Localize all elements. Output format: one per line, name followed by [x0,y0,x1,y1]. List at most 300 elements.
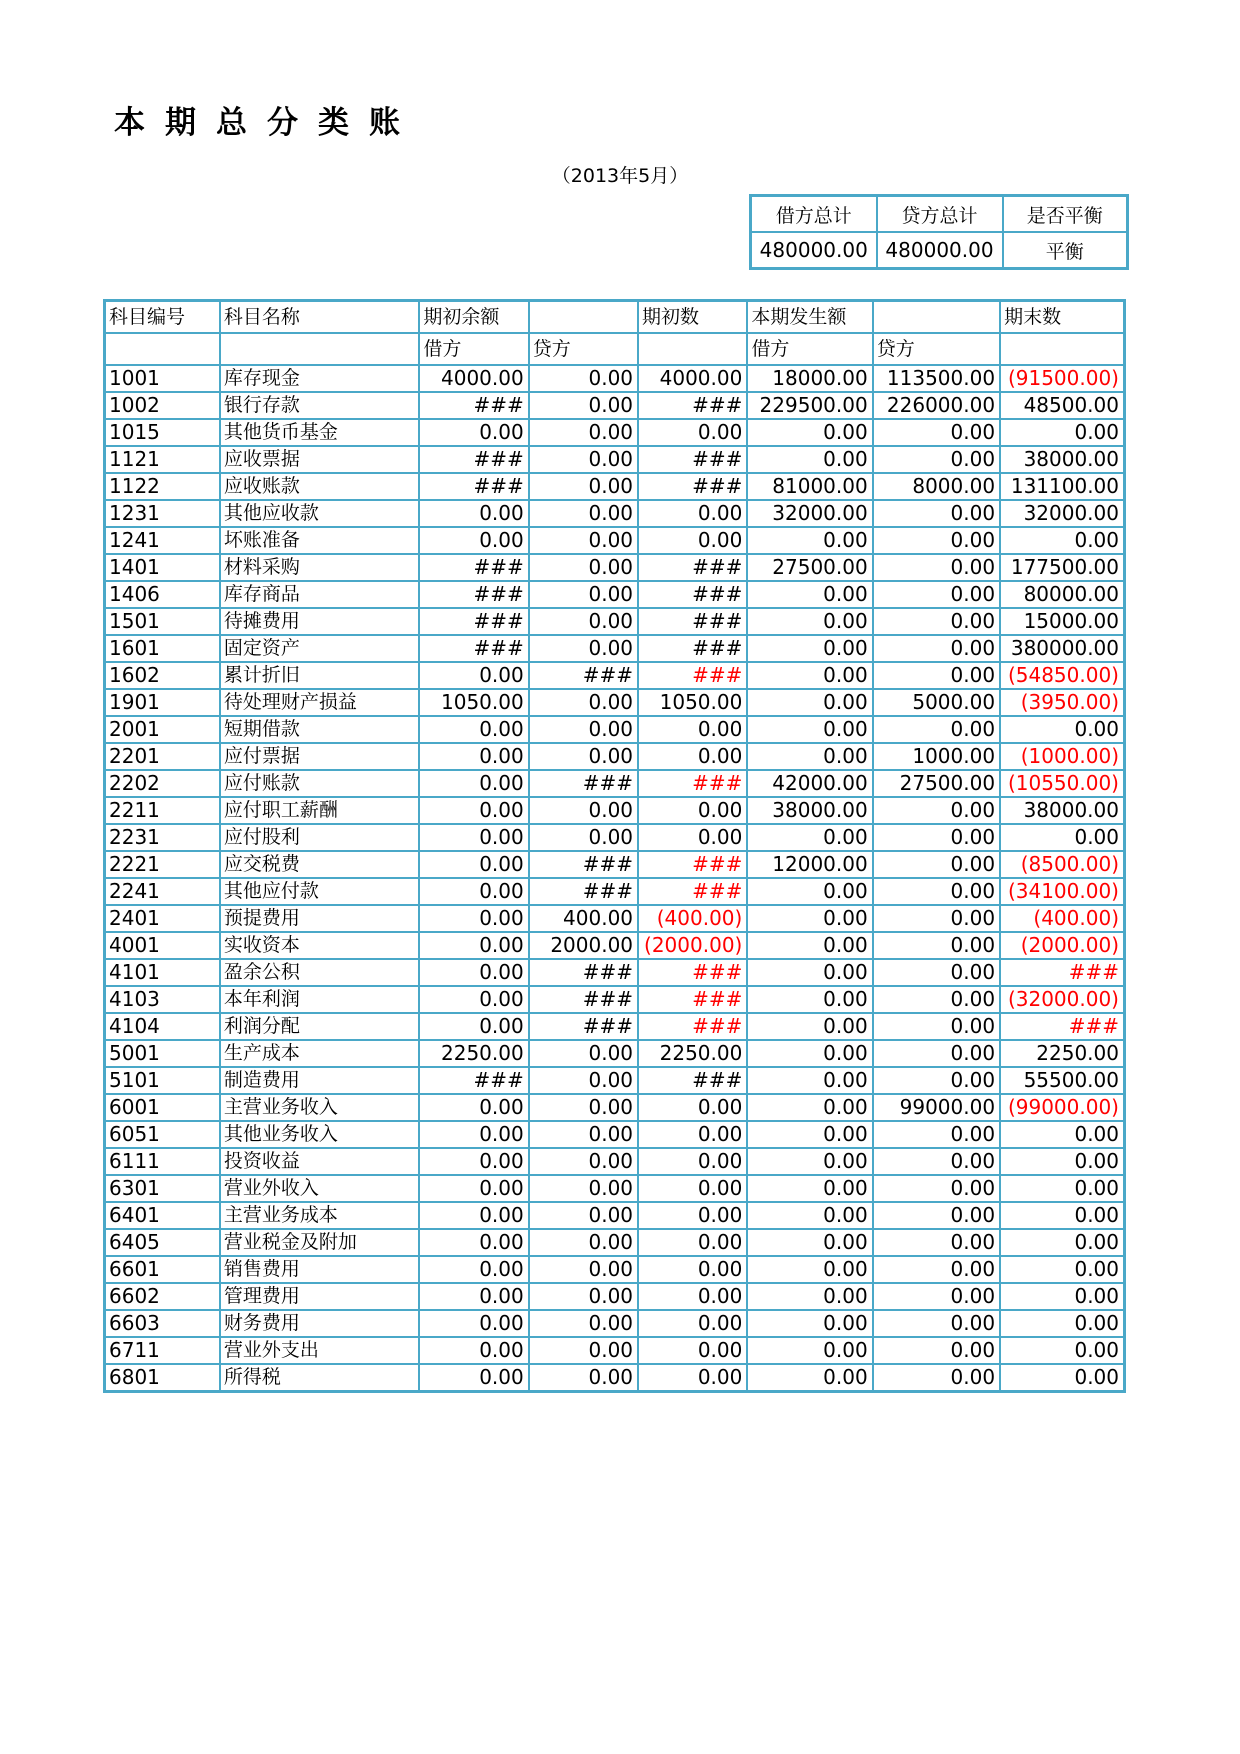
account-name-cell: 主营业务收入 [220,1094,420,1121]
opening-debit-cell: 0.00 [419,1256,528,1283]
opening-credit-cell: 400.00 [529,905,638,932]
ledger-row [105,1067,1125,1094]
account-code-cell: 4001 [105,932,220,959]
period-debit-cell: 32000.00 [747,500,872,527]
opening-debit-cell: 0.00 [419,1121,528,1148]
period-debit-cell: 81000.00 [747,473,872,500]
account-name-cell: 盈余公积 [220,959,420,986]
opening-debit-cell: 0.00 [419,770,528,797]
ledger-row [105,1013,1125,1040]
opening-amount-cell: 0.00 [638,1175,747,1202]
subheader-blank [638,333,747,365]
closing-amount-cell: 0.00 [1000,1229,1124,1256]
opening-credit-cell: 0.00 [529,1283,638,1310]
opening-amount-cell: 0.00 [638,1202,747,1229]
ledger-row [105,1364,1125,1392]
closing-amount-cell: (91500.00) [1000,365,1124,392]
period-credit-cell: 0.00 [873,1256,1000,1283]
account-code-cell: 1401 [105,554,220,581]
opening-amount-cell: ### [638,581,747,608]
account-name-cell: 累计折旧 [220,662,420,689]
period-credit-cell: 0.00 [873,851,1000,878]
period-credit-cell: 0.00 [873,662,1000,689]
opening-debit-cell: 0.00 [419,824,528,851]
ledger-row [105,1229,1125,1256]
opening-amount-cell: 0.00 [638,1283,747,1310]
opening-credit-cell: 0.00 [529,1256,638,1283]
account-code-cell: 4103 [105,986,220,1013]
ledger-row [105,1040,1125,1067]
account-name-cell: 其他应收款 [220,500,420,527]
period-credit-cell: 0.00 [873,1229,1000,1256]
account-code-cell: 2221 [105,851,220,878]
closing-amount-cell: 0.00 [1000,1148,1124,1175]
opening-credit-cell: 0.00 [529,1121,638,1148]
period-credit-cell: 0.00 [873,1364,1000,1392]
account-code-cell: 2231 [105,824,220,851]
closing-amount-cell: 0.00 [1000,1364,1124,1392]
period-debit-cell: 0.00 [747,527,872,554]
account-code-cell: 1002 [105,392,220,419]
ledger-row [105,1283,1125,1310]
closing-amount-cell: 2250.00 [1000,1040,1124,1067]
period-credit-cell: 0.00 [873,1175,1000,1202]
account-code-cell: 1015 [105,419,220,446]
opening-credit-cell: ### [529,770,638,797]
opening-amount-cell: 0.00 [638,1256,747,1283]
opening-credit-cell: 0.00 [529,689,638,716]
period-credit-cell: 0.00 [873,446,1000,473]
opening-credit-cell: 0.00 [529,1202,638,1229]
ledger-row [105,446,1125,473]
col-header-opening-balance: 期初余额 [419,301,528,334]
col-header-blank [873,301,1000,334]
opening-debit-cell: 0.00 [419,1094,528,1121]
closing-amount-cell: (10550.00) [1000,770,1124,797]
account-code-cell: 4104 [105,1013,220,1040]
account-code-cell: 1121 [105,446,220,473]
opening-amount-cell: 0.00 [638,1121,747,1148]
account-name-cell: 主营业务成本 [220,1202,420,1229]
period-credit-cell: 0.00 [873,419,1000,446]
ledger-row [105,1094,1125,1121]
opening-credit-cell: 0.00 [529,1148,638,1175]
account-code-cell: 1501 [105,608,220,635]
period-credit-cell: 226000.00 [873,392,1000,419]
period-debit-cell: 0.00 [747,1337,872,1364]
credit-total-header: 贷方总计 [877,196,1003,233]
opening-credit-cell: 0.00 [529,716,638,743]
opening-debit-cell: 0.00 [419,851,528,878]
account-name-cell: 应付票据 [220,743,420,770]
period-credit-cell: 0.00 [873,905,1000,932]
opening-debit-cell: 4000.00 [419,365,528,392]
account-name-cell: 应付职工薪酬 [220,797,420,824]
period-credit-cell: 0.00 [873,635,1000,662]
closing-amount-cell: (1000.00) [1000,743,1124,770]
balanced-header: 是否平衡 [1003,196,1128,233]
account-name-cell: 本年利润 [220,986,420,1013]
account-code-cell: 2241 [105,878,220,905]
period-credit-cell: 0.00 [873,797,1000,824]
col-header-closing-amount: 期末数 [1000,301,1124,334]
header-row-2 [105,333,1125,365]
opening-amount-cell: ### [638,608,747,635]
closing-amount-cell: 38000.00 [1000,446,1124,473]
period-debit-cell: 0.00 [747,662,872,689]
opening-credit-cell: 0.00 [529,824,638,851]
period-debit-cell: 0.00 [747,986,872,1013]
period-credit-cell: 0.00 [873,554,1000,581]
opening-debit-cell: ### [419,473,528,500]
opening-amount-cell: ### [638,986,747,1013]
ledger-row [105,419,1125,446]
opening-debit-cell: 0.00 [419,1337,528,1364]
ledger-row [105,1337,1125,1364]
opening-debit-cell: 0.00 [419,959,528,986]
ledger-row [105,608,1125,635]
opening-debit-cell: ### [419,392,528,419]
opening-debit-cell: 0.00 [419,662,528,689]
opening-debit-cell: 0.00 [419,986,528,1013]
opening-credit-cell: ### [529,878,638,905]
opening-amount-cell: ### [638,473,747,500]
opening-debit-cell: 0.00 [419,1283,528,1310]
opening-credit-cell: 2000.00 [529,932,638,959]
opening-amount-cell: ### [638,770,747,797]
subheader-opening-credit: 贷方 [529,333,638,365]
opening-debit-cell: 0.00 [419,797,528,824]
period-debit-cell: 229500.00 [747,392,872,419]
ledger-row [105,743,1125,770]
period-debit-cell: 0.00 [747,1310,872,1337]
closing-amount-cell: 55500.00 [1000,1067,1124,1094]
ledger-row [105,932,1125,959]
closing-amount-cell: 0.00 [1000,1256,1124,1283]
ledger-row [105,392,1125,419]
ledger-title: 本期总分类账 [114,105,420,141]
period-debit-cell: 0.00 [747,1256,872,1283]
opening-amount-cell: 0.00 [638,1148,747,1175]
account-name-cell: 应收账款 [220,473,420,500]
period-credit-cell: 99000.00 [873,1094,1000,1121]
opening-debit-cell: 0.00 [419,905,528,932]
ledger-row [105,581,1125,608]
closing-amount-cell: (54850.00) [1000,662,1124,689]
period-debit-cell: 0.00 [747,1175,872,1202]
col-header-account-name: 科目名称 [220,301,420,334]
closing-amount-cell: 80000.00 [1000,581,1124,608]
period-credit-cell: 0.00 [873,959,1000,986]
period-debit-cell: 42000.00 [747,770,872,797]
ledger-row [105,662,1125,689]
opening-amount-cell: ### [638,1067,747,1094]
period-debit-cell: 0.00 [747,824,872,851]
account-name-cell: 财务费用 [220,1310,420,1337]
account-code-cell: 1602 [105,662,220,689]
period-credit-cell: 27500.00 [873,770,1000,797]
balance-summary-table [749,194,1129,270]
account-name-cell: 其他业务收入 [220,1121,420,1148]
account-name-cell: 预提费用 [220,905,420,932]
account-code-cell: 1901 [105,689,220,716]
account-code-cell: 2201 [105,743,220,770]
opening-debit-cell: 0.00 [419,1202,528,1229]
period-credit-cell: 5000.00 [873,689,1000,716]
opening-credit-cell: 0.00 [529,473,638,500]
period-credit-cell: 0.00 [873,581,1000,608]
account-name-cell: 应交税费 [220,851,420,878]
account-name-cell: 应付账款 [220,770,420,797]
opening-debit-cell: 0.00 [419,743,528,770]
account-code-cell: 6051 [105,1121,220,1148]
period-credit-cell: 0.00 [873,716,1000,743]
ledger-row [105,1121,1125,1148]
period-debit-cell: 0.00 [747,1202,872,1229]
period-debit-cell: 0.00 [747,905,872,932]
account-name-cell: 短期借款 [220,716,420,743]
opening-amount-cell: 0.00 [638,1310,747,1337]
closing-amount-cell: (99000.00) [1000,1094,1124,1121]
ledger-row [105,878,1125,905]
closing-amount-cell: 131100.00 [1000,473,1124,500]
col-header-period-activity: 本期发生额 [747,301,872,334]
period-debit-cell: 0.00 [747,1148,872,1175]
opening-amount-cell: 0.00 [638,1337,747,1364]
subheader-period-credit: 贷方 [873,333,1000,365]
closing-amount-cell: 0.00 [1000,1310,1124,1337]
opening-amount-cell: ### [638,554,747,581]
account-code-cell: 2202 [105,770,220,797]
opening-credit-cell: 0.00 [529,1337,638,1364]
opening-amount-cell: 0.00 [638,1229,747,1256]
account-code-cell: 2001 [105,716,220,743]
opening-credit-cell: 0.00 [529,1364,638,1392]
closing-amount-cell: 0.00 [1000,1202,1124,1229]
opening-amount-cell: 2250.00 [638,1040,747,1067]
closing-amount-cell: (2000.00) [1000,932,1124,959]
period-credit-cell: 0.00 [873,1202,1000,1229]
period-credit-cell: 0.00 [873,878,1000,905]
account-code-cell: 1241 [105,527,220,554]
opening-credit-cell: 0.00 [529,1229,638,1256]
period-label: （2013年5月） [551,165,689,187]
period-credit-cell: 0.00 [873,1337,1000,1364]
subheader-blank [1000,333,1124,365]
period-debit-cell: 18000.00 [747,365,872,392]
account-code-cell: 6111 [105,1148,220,1175]
opening-credit-cell: 0.00 [529,446,638,473]
period-credit-cell: 1000.00 [873,743,1000,770]
balanced-value: 平衡 [1003,232,1128,269]
ledger-row [105,1256,1125,1283]
ledger-row [105,365,1125,392]
account-name-cell: 其他货币基金 [220,419,420,446]
opening-amount-cell: (400.00) [638,905,747,932]
closing-amount-cell: 0.00 [1000,419,1124,446]
account-name-cell: 投资收益 [220,1148,420,1175]
ledger-row [105,770,1125,797]
opening-debit-cell: 0.00 [419,419,528,446]
period-debit-cell: 0.00 [747,1364,872,1392]
opening-debit-cell: 0.00 [419,500,528,527]
period-credit-cell: 113500.00 [873,365,1000,392]
ledger-row [105,1175,1125,1202]
opening-debit-cell: 0.00 [419,716,528,743]
account-name-cell: 固定资产 [220,635,420,662]
opening-debit-cell: ### [419,1067,528,1094]
opening-credit-cell: 0.00 [529,608,638,635]
opening-debit-cell: 0.00 [419,1175,528,1202]
closing-amount-cell: (34100.00) [1000,878,1124,905]
account-name-cell: 库存商品 [220,581,420,608]
closing-amount-cell: (8500.00) [1000,851,1124,878]
account-code-cell: 2401 [105,905,220,932]
account-code-cell: 1601 [105,635,220,662]
period-credit-cell: 0.00 [873,1310,1000,1337]
account-name-cell: 材料采购 [220,554,420,581]
opening-amount-cell: 0.00 [638,500,747,527]
opening-credit-cell: ### [529,1013,638,1040]
account-code-cell: 1001 [105,365,220,392]
account-name-cell: 待摊费用 [220,608,420,635]
account-code-cell: 6711 [105,1337,220,1364]
opening-amount-cell: ### [638,392,747,419]
closing-amount-cell: (32000.00) [1000,986,1124,1013]
ledger-row [105,851,1125,878]
period-debit-cell: 0.00 [747,1040,872,1067]
closing-amount-cell: ### [1000,959,1124,986]
opening-debit-cell: 0.00 [419,1229,528,1256]
subheader-blank [220,333,420,365]
period-credit-cell: 0.00 [873,1067,1000,1094]
period-credit-cell: 8000.00 [873,473,1000,500]
account-name-cell: 坏账准备 [220,527,420,554]
period-credit-cell: 0.00 [873,608,1000,635]
col-header-account-code: 科目编号 [105,301,220,334]
account-code-cell: 6602 [105,1283,220,1310]
closing-amount-cell: 177500.00 [1000,554,1124,581]
ledger-row [105,689,1125,716]
opening-credit-cell: ### [529,851,638,878]
subheader-blank [105,333,220,365]
ledger-row [105,824,1125,851]
opening-debit-cell: 1050.00 [419,689,528,716]
closing-amount-cell: (3950.00) [1000,689,1124,716]
opening-amount-cell: 0.00 [638,716,747,743]
period-debit-cell: 0.00 [747,878,872,905]
account-code-cell: 1122 [105,473,220,500]
account-name-cell: 库存现金 [220,365,420,392]
ledger-row [105,1310,1125,1337]
account-name-cell: 应付股利 [220,824,420,851]
opening-amount-cell: 4000.00 [638,365,747,392]
account-name-cell: 利润分配 [220,1013,420,1040]
opening-credit-cell: 0.00 [529,527,638,554]
account-name-cell: 实收资本 [220,932,420,959]
ledger-table [103,299,1126,1393]
account-code-cell: 6001 [105,1094,220,1121]
account-code-cell: 2211 [105,797,220,824]
ledger-row [105,797,1125,824]
opening-amount-cell: ### [638,662,747,689]
opening-amount-cell: 0.00 [638,1364,747,1392]
ledger-row [105,716,1125,743]
period-debit-cell: 0.00 [747,635,872,662]
opening-credit-cell: 0.00 [529,797,638,824]
period-debit-cell: 38000.00 [747,797,872,824]
opening-credit-cell: ### [529,959,638,986]
period-debit-cell: 0.00 [747,959,872,986]
opening-amount-cell: (2000.00) [638,932,747,959]
ledger-row [105,473,1125,500]
account-name-cell: 应收票据 [220,446,420,473]
opening-amount-cell: 0.00 [638,419,747,446]
account-name-cell: 销售费用 [220,1256,420,1283]
account-name-cell: 所得税 [220,1364,420,1392]
ledger-row [105,959,1125,986]
opening-debit-cell: ### [419,608,528,635]
opening-debit-cell: 2250.00 [419,1040,528,1067]
opening-credit-cell: 0.00 [529,392,638,419]
ledger-row [105,527,1125,554]
period-credit-cell: 0.00 [873,1040,1000,1067]
account-code-cell: 4101 [105,959,220,986]
opening-amount-cell: 0.00 [638,743,747,770]
opening-amount-cell: ### [638,1013,747,1040]
period-debit-cell: 0.00 [747,419,872,446]
period-credit-cell: 0.00 [873,1121,1000,1148]
period-credit-cell: 0.00 [873,1013,1000,1040]
account-code-cell: 6301 [105,1175,220,1202]
subheader-opening-debit: 借方 [419,333,528,365]
closing-amount-cell: 0.00 [1000,1121,1124,1148]
opening-credit-cell: 0.00 [529,365,638,392]
opening-credit-cell: 0.00 [529,554,638,581]
closing-amount-cell: 380000.00 [1000,635,1124,662]
ledger-row [105,905,1125,932]
account-name-cell: 营业外收入 [220,1175,420,1202]
account-name-cell: 营业外支出 [220,1337,420,1364]
closing-amount-cell: ### [1000,1013,1124,1040]
opening-amount-cell: 0.00 [638,797,747,824]
period-credit-cell: 0.00 [873,1283,1000,1310]
account-name-cell: 营业税金及附加 [220,1229,420,1256]
account-name-cell: 其他应付款 [220,878,420,905]
period-debit-cell: 0.00 [747,743,872,770]
account-code-cell: 6401 [105,1202,220,1229]
opening-credit-cell: 0.00 [529,419,638,446]
opening-credit-cell: 0.00 [529,1040,638,1067]
debit-total-header: 借方总计 [751,196,877,233]
opening-credit-cell: 0.00 [529,1175,638,1202]
closing-amount-cell: 0.00 [1000,1283,1124,1310]
opening-debit-cell: ### [419,446,528,473]
account-code-cell: 5001 [105,1040,220,1067]
opening-debit-cell: 0.00 [419,527,528,554]
account-code-cell: 6603 [105,1310,220,1337]
closing-amount-cell: 0.00 [1000,716,1124,743]
opening-debit-cell: ### [419,554,528,581]
account-name-cell: 生产成本 [220,1040,420,1067]
closing-amount-cell: 48500.00 [1000,392,1124,419]
period-credit-cell: 0.00 [873,932,1000,959]
closing-amount-cell: 38000.00 [1000,797,1124,824]
account-code-cell: 5101 [105,1067,220,1094]
credit-total-value: 480000.00 [877,232,1003,269]
account-name-cell: 银行存款 [220,392,420,419]
period-credit-cell: 0.00 [873,824,1000,851]
